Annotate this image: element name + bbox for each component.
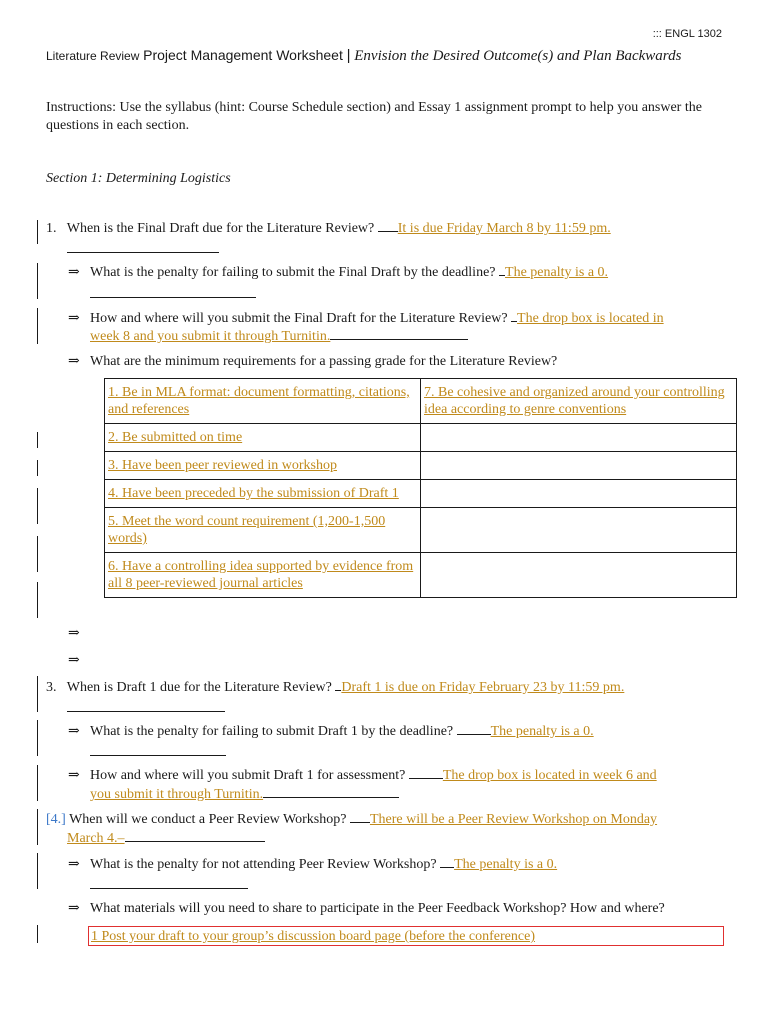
answer-line (90, 876, 248, 889)
answer-text: The drop box is located in week 6 and (442, 768, 657, 783)
answer-text: The penalty is a 0. (490, 724, 594, 739)
question-text: What is the penalty for failing to submit Draft 1 by the deadline? (90, 724, 454, 739)
answer-text: It is due Friday March 8 by 11:59 pm. (397, 221, 611, 236)
question-text: What materials will you need to share to participate in the Peer Feedback Workshop? How and where? (90, 901, 665, 916)
question-3 (46, 678, 726, 697)
table-row (105, 508, 737, 553)
question-text: When will we conduct a Peer Review Workshop? (69, 812, 347, 827)
sub-question (68, 309, 728, 328)
table-cell: 4. Have been preceded by the submission of Draft 1 (105, 480, 421, 508)
change-bar (37, 582, 38, 618)
change-bar (37, 308, 38, 344)
change-bar (37, 432, 38, 448)
change-bar (37, 460, 38, 476)
table-cell: 7. Be cohesive and organized around your controlling idea according to genre conventions (421, 379, 737, 424)
question-number: 1. (46, 221, 57, 236)
table-cell: 1. Be in MLA format: document formatting, citations, and references (105, 379, 421, 424)
question-number: 3. (46, 680, 57, 695)
answer-text: Draft 1 is due on Friday February 23 by 11:59 pm. (341, 680, 625, 695)
table-cell: 2. Be submitted on time (105, 424, 421, 452)
arrow-icon: ⇒ (68, 354, 80, 369)
question-text: What is the penalty for failing to submit the Final Draft by the deadline? (90, 265, 496, 280)
requirements-table (104, 378, 737, 598)
materials-answer-box (88, 926, 724, 946)
sub-question (68, 353, 728, 371)
answer-text: The penalty is a 0. (505, 265, 609, 280)
arrow-icon: ⇒ (68, 653, 80, 668)
table-cell: 5. Meet the word count requirement (1,200-1,500 words) (105, 508, 421, 553)
question-text: How and where will you submit the Final Draft for the Literature Review? (90, 311, 508, 326)
question-text: How and where will you submit Draft 1 for assessment? (90, 768, 406, 783)
answer-continuation: you submit it through Turnitin. (90, 785, 730, 804)
document-title (46, 47, 681, 65)
table-cell (421, 424, 737, 452)
sub-question (68, 855, 728, 874)
answer-continuation: March 4.– (67, 829, 707, 848)
sub-question (68, 263, 728, 282)
answer-text: The drop box is located in (517, 311, 664, 326)
question-1 (46, 219, 726, 238)
arrow-icon: ⇒ (68, 901, 80, 916)
instructions: Instructions: Use the syllabus (hint: Course Schedule section) and Essay 1 assignment prompt to help you answer the questions in each section. (46, 100, 702, 133)
question-text: When is the Final Draft due for the Literature Review? (66, 221, 375, 236)
table-row (105, 424, 737, 452)
table-cell: 6. Have a controlling idea supported by evidence from all 8 peer-reviewed journal articles (105, 553, 421, 598)
title-subtitle: Envision the Desired Outcome(s) and Plan Backwards (354, 48, 682, 64)
question-text: What is the penalty for not attending Peer Review Workshop? (90, 857, 437, 872)
arrow-icon: ⇒ (68, 265, 80, 280)
arrow-icon: ⇒ (68, 724, 80, 739)
arrow-icon: ⇒ (68, 626, 80, 641)
sub-question (68, 722, 728, 741)
table-cell (421, 480, 737, 508)
title-part2: Project Management Worksheet (143, 47, 343, 63)
table-row (105, 553, 737, 598)
question-number: [4.] (46, 812, 66, 827)
arrow-icon: ⇒ (68, 857, 80, 872)
section-title: Section 1: Determining Logistics (46, 171, 231, 186)
answer-text: There will be a Peer Review Workshop on Monday (369, 812, 658, 827)
change-bar (37, 220, 38, 244)
question-4 (46, 810, 726, 829)
title-part1: Literature Review (46, 49, 140, 63)
change-bar (37, 488, 38, 524)
answer-line (90, 743, 226, 756)
table-cell (421, 452, 737, 480)
answer-line (67, 240, 219, 253)
sub-question (68, 900, 728, 918)
table-cell (421, 553, 737, 598)
table-cell (421, 508, 737, 553)
answer-line (67, 699, 225, 712)
question-text: What are the minimum requirements for a passing grade for the Literature Review? (90, 354, 558, 369)
answer-text: The penalty is a 0. (454, 857, 558, 872)
answer-text: 1 Post your draft to your group’s discussion board page (before the conference) (91, 929, 535, 944)
arrow-icon: ⇒ (68, 768, 80, 783)
change-bar (37, 925, 38, 943)
answer-continuation: week 8 and you submit it through Turnitin. (90, 327, 730, 346)
change-bar (37, 676, 38, 712)
table-cell: 3. Have been peer reviewed in workshop (105, 452, 421, 480)
change-bar (37, 853, 38, 889)
change-bar (37, 263, 38, 299)
change-bar (37, 809, 38, 845)
arrow-icon: ⇒ (68, 311, 80, 326)
answer-line (90, 285, 256, 298)
table-row (105, 379, 737, 424)
table-row (105, 480, 737, 508)
course-code: ::: ENGL 1302 (652, 28, 722, 40)
change-bar (37, 765, 38, 801)
title-separator: | (346, 47, 351, 64)
question-text: When is Draft 1 due for the Literature Review? (66, 680, 332, 695)
change-bar (37, 720, 38, 756)
sub-question (68, 766, 728, 785)
table-row (105, 452, 737, 480)
change-bar (37, 536, 38, 572)
